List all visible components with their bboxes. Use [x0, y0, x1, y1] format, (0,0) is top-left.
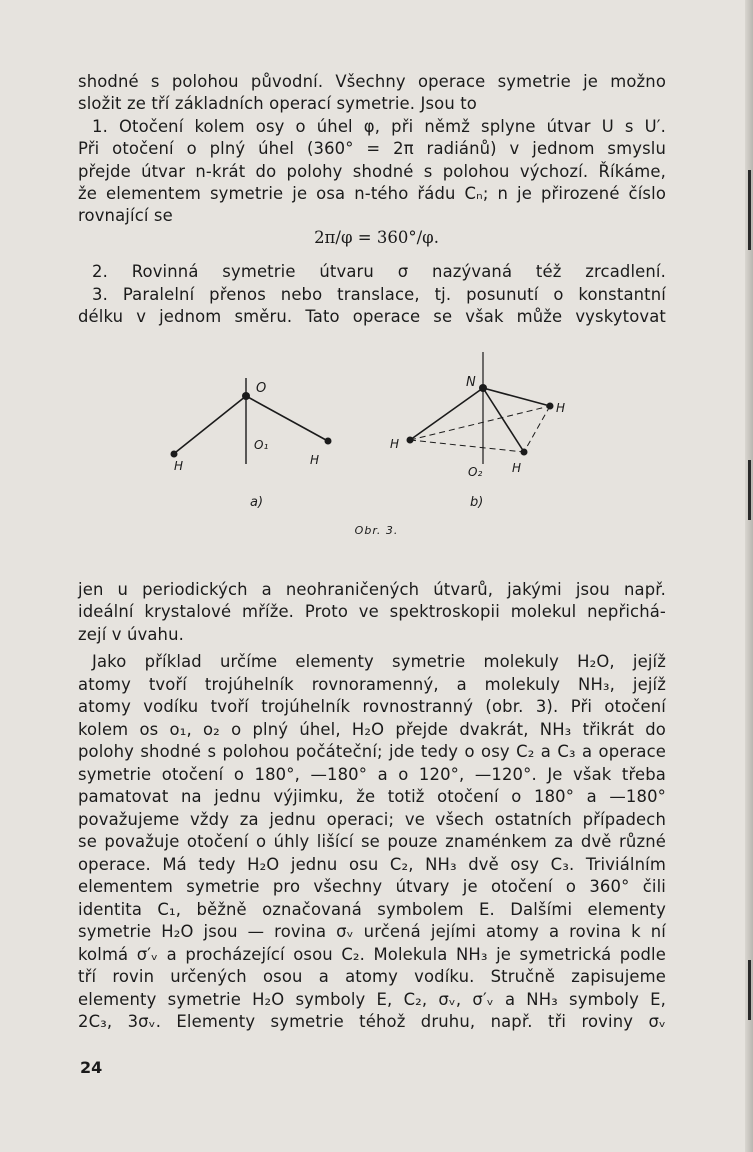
text-line: symetrie H₂O jsou — rovina σᵥ určená jejími atomy a rovina k ní — [78, 922, 666, 941]
formula: 2π/φ = 360°/φ. — [314, 228, 439, 247]
figure-b-ammonia — [390, 352, 565, 510]
figure-a-water — [171, 378, 332, 510]
text-line: operace. Má tedy H₂O jednu osu C₂, NH₃ dvě osy C₃. Triviálním — [78, 855, 666, 874]
oxygen-atom — [242, 392, 250, 400]
text-line: 1. Otočení kolem osy o úhel φ, při němž splyne útvar U s U′. — [92, 117, 666, 136]
panel-label-a: a) — [250, 495, 264, 510]
label-n: N — [466, 375, 476, 390]
page-number: 24 — [80, 1058, 103, 1077]
text-line: shodné s polohou původní. Všechny operace symetrie je možno — [78, 72, 666, 91]
text-line: elementem symetrie pro všechny útvary je otočení o 360° čili — [78, 877, 666, 896]
hydrogen-atom — [407, 437, 414, 444]
edge-mark — [748, 170, 751, 250]
hydrogen-atom — [325, 438, 332, 445]
nitrogen-atom — [479, 384, 487, 392]
label-h: H — [174, 459, 184, 473]
text-line: že elementem symetrie je osa n-tého řádu Cₙ; n je přirozené číslo — [78, 184, 666, 203]
label-h: H — [310, 453, 320, 467]
text-line: atomy vodíku tvoří trojúhelník rovnostranný (obr. 3). Při otočení — [78, 697, 666, 716]
text-line: ideální krystalové mříže. Proto ve spektroskopii molekul nepřichá- — [78, 602, 666, 621]
text-line: Při otočení o plný úhel (360° = 2π radiánů) v jednom smyslu — [78, 139, 666, 158]
hydrogen-atom — [521, 449, 528, 456]
dashed-edge — [410, 406, 550, 440]
text-line: se považuje otočení o úhly lišící se pouze znaménkem za dvě různé — [78, 832, 666, 851]
text-line: symetrie otočení o 180°, —180° a o 120°, —120°. Je však třeba — [78, 765, 666, 784]
text-line: identita C₁, běžně označovaná symbolem E. Dalšími elementy — [78, 900, 666, 919]
bond-line — [410, 388, 483, 440]
label-h: H — [512, 461, 522, 475]
hydrogen-atom — [171, 451, 178, 458]
edge-mark — [748, 460, 751, 520]
text-line: pamatovat na jednu výjimku, že totiž otočení o 180° a —180° — [78, 787, 666, 806]
molecule-figure — [150, 348, 600, 548]
text-line: složit ze tří základních operací symetrie. Jsou to — [78, 94, 477, 113]
text-line: jen u periodických a neohraničených útvarů, jakými jsou např. — [78, 580, 666, 599]
text-line: kolem os o₁, o₂ o plný úhel, H₂O přejde dvakrát, NH₃ třikrát do — [78, 720, 666, 739]
text-line: tří rovin určených osou a atomy vodíku. Stručně zapisujeme — [78, 967, 666, 986]
edge-mark — [748, 960, 751, 1020]
hydrogen-atom — [547, 403, 554, 410]
text-line: 3. Paralelní přenos nebo translace, tj. posunutí o konstantní — [92, 285, 666, 304]
label-h: H — [556, 401, 566, 415]
bond-line — [246, 396, 326, 440]
text-line: přejde útvar n-krát do polohy shodné s polohou výchozí. Říkáme, — [78, 162, 666, 181]
text-line: považujeme vždy za jednu operaci; ve všech ostatních případech — [78, 810, 666, 829]
dashed-edge — [524, 406, 550, 452]
text-line: délku v jednom směru. Tato operace se však může vyskytovat — [78, 307, 666, 326]
text-line: Jako příklad určíme elementy symetrie molekuly H₂O, jejíž — [92, 652, 666, 671]
figure-caption: Obr. 3. — [354, 524, 399, 537]
panel-label-b: b) — [470, 495, 484, 510]
label-o: O — [256, 381, 267, 396]
label-h: H — [390, 437, 400, 451]
text-line: atomy tvoří trojúhelník rovnoramenný, a molekuly NH₃, jejíž — [78, 675, 666, 694]
text-line: 2. Rovinná symetrie útvaru σ nazývaná též zrcadlení. — [92, 262, 666, 281]
text-line: rovnající se — [78, 206, 173, 225]
text-line: zejí v úvahu. — [78, 625, 184, 644]
text-line: elementy symetrie H₂O symboly E, C₂, σᵥ, σ′ᵥ a NH₃ symboly E, — [78, 990, 666, 1009]
dashed-edge — [410, 440, 524, 452]
text-line: polohy shodné s polohou počáteční; jde tedy o osy C₂ a C₃ a operace — [78, 742, 666, 761]
label-o1: O₁ — [254, 438, 269, 452]
text-line: kolmá σ′ᵥ a procházející osou C₂. Molekula NH₃ je symetrická podle — [78, 945, 666, 964]
label-o2: O₂ — [468, 465, 483, 479]
text-line: 2C₃, 3σᵥ. Elementy symetrie téhož druhu, např. tři roviny σᵥ — [78, 1012, 666, 1031]
bond-line — [176, 396, 246, 452]
